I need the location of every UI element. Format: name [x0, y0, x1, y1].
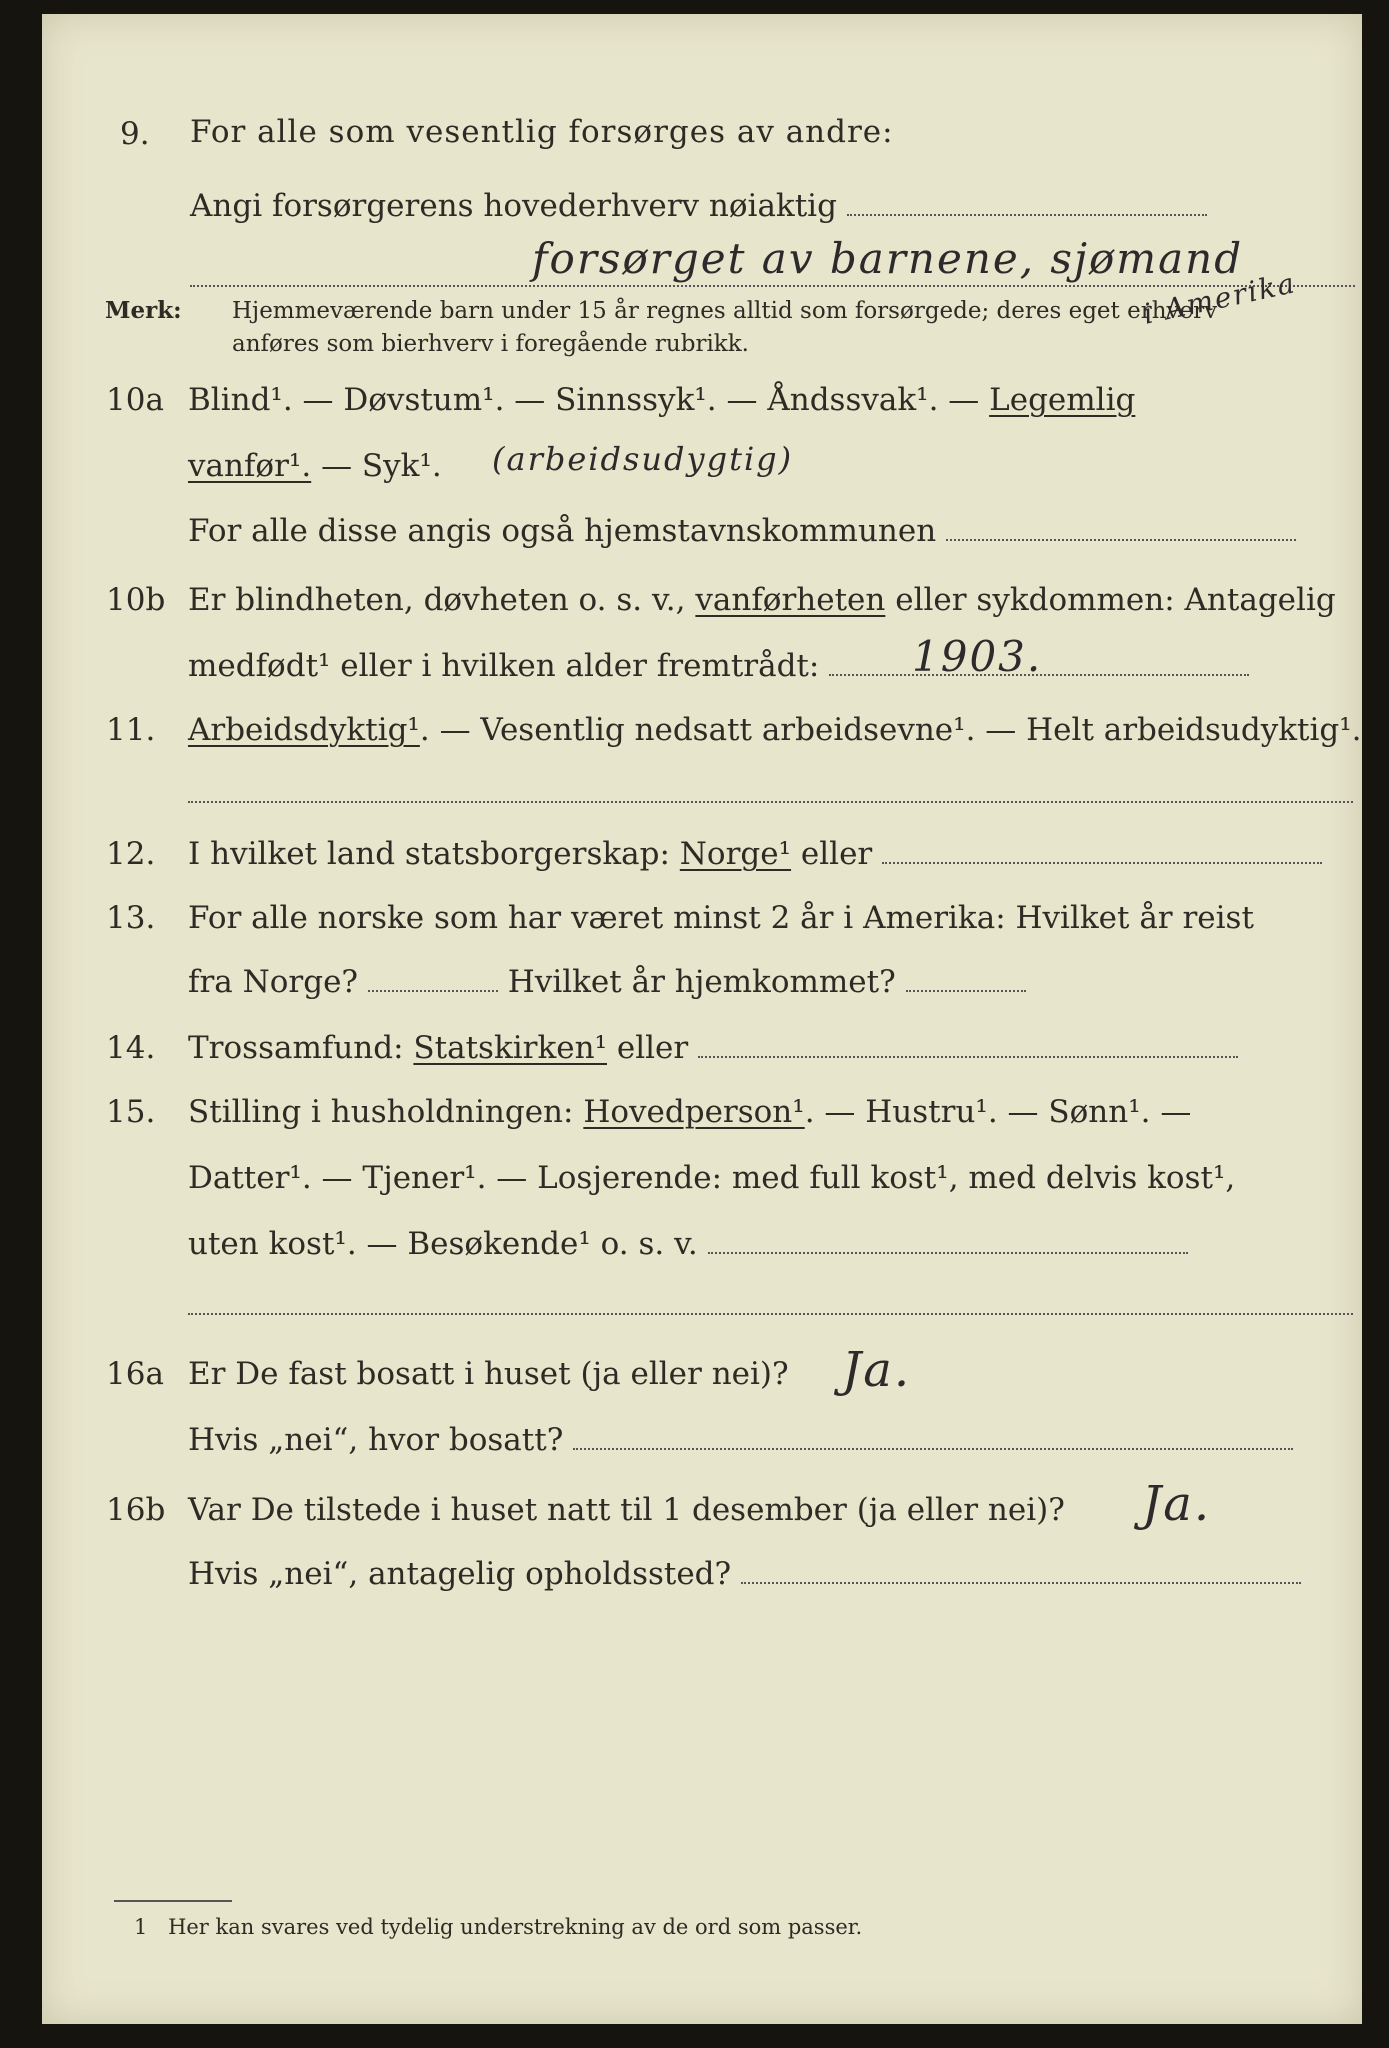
q14-number: 14. — [106, 1030, 156, 1066]
q10a-vanfor: vanfør¹. — [188, 448, 312, 484]
q11-line1 — [188, 710, 1362, 750]
q10a-line2-text: — Syk¹. — [321, 448, 442, 484]
q11-fill-line — [188, 800, 1353, 803]
q9-line2-text: Angi forsørgerens hovederhverv nøiaktig — [190, 188, 837, 224]
q16a-line2 — [188, 1420, 1293, 1460]
q10a-legemlig: Legemlig — [989, 382, 1136, 418]
footnote-text: Her kan svares ved tydelig understrekning av de ord som passer. — [168, 1915, 863, 1939]
q14-post: eller — [616, 1030, 689, 1066]
q13-number: 13. — [106, 900, 156, 936]
q15-line3-text: uten kost¹. — Besøkende¹ o. s. v. — [188, 1226, 698, 1262]
q10b-line1-pre: Er blindheten, døvheten o. s. v., — [188, 582, 686, 618]
q16b-line2-text: Hvis „nei“, antagelig opholdssted? — [188, 1556, 732, 1592]
q15-line1-pre: Stilling i husholdningen: — [188, 1094, 574, 1130]
q13-line1: For alle norske som har været minst 2 år i Amerika: Hvilket år reist — [188, 900, 1254, 936]
q10a-number: 10a — [106, 382, 164, 418]
q10b-line2 — [188, 646, 1249, 686]
q12-norge: Norge¹ — [679, 836, 792, 872]
q13-line2a: fra Norge? — [188, 964, 359, 1000]
q10b-handwritten-answer: 1903. — [912, 632, 1043, 681]
q15-line3 — [188, 1224, 1188, 1264]
q15-line1-post: . — Hustru¹. — Sønn¹. — — [804, 1094, 1192, 1130]
q11-line1-rest: . — Vesentlig nedsatt arbeidsevne¹. — Helt arbeidsudyktig¹. — [419, 712, 1362, 748]
q16a-fill-line — [573, 1447, 1293, 1450]
q13-line2b: Hvilket år hjemkommet? — [507, 964, 896, 1000]
q10a-line1 — [188, 380, 1135, 420]
q12-number: 12. — [106, 836, 156, 872]
q16b-line1: Var De tilstede i huset natt til 1 desember (ja eller nei)? — [188, 1492, 1065, 1528]
q14-statskirken: Statskirken¹ — [413, 1030, 607, 1066]
q9-number: 9. — [120, 116, 150, 152]
q9-line2 — [190, 186, 1207, 226]
q16b-number: 16b — [106, 1492, 166, 1528]
q15-number: 15. — [106, 1094, 156, 1130]
merk-label: Merk: — [105, 297, 182, 324]
q10b-line1 — [188, 580, 1336, 620]
q14-fill-line — [698, 1055, 1238, 1058]
q14-line — [188, 1028, 1238, 1068]
q15-line1 — [188, 1092, 1191, 1132]
q9-handwritten-answer: forsørget av barnene, sjømand — [532, 234, 1244, 283]
q9-line1: For alle som vesentlig forsørges av andre: — [190, 114, 894, 150]
q12-line — [188, 834, 1322, 874]
q9-handwritten-extra: i Amerika — [1140, 266, 1299, 331]
q16a-line2-text: Hvis „nei“, hvor bosatt? — [188, 1422, 564, 1458]
q16b-line2 — [188, 1554, 1301, 1594]
q10a-line3-text: For alle disse angis også hjemstavnskommunen — [188, 513, 937, 549]
q15-fill-line — [708, 1251, 1188, 1254]
q16b-handwritten-answer: Ja. — [1142, 1476, 1212, 1532]
q10a-line1-text: Blind¹. — Døvstum¹. — Sinnssyk¹. — Åndssvak¹. — — [188, 382, 980, 418]
footnote-mark: 1 — [134, 1915, 148, 1939]
q11-number: 11. — [106, 712, 156, 748]
q10a-line2 — [188, 446, 442, 486]
q10a-fill-line — [946, 538, 1296, 541]
q11-arbeidsdyktig: Arbeidsdyktig¹ — [188, 712, 420, 748]
q10a-line3 — [188, 511, 1296, 551]
q12-fill-line — [882, 861, 1322, 864]
q10a-handwritten-answer: (arbeidsudygtig) — [492, 440, 794, 478]
q15-line2: Datter¹. — Tjener¹. — Losjerende: med full kost¹, med delvis kost¹, — [188, 1160, 1236, 1196]
q16a-number: 16a — [106, 1356, 164, 1392]
merk-line2: anføres som bierhverv i foregående rubrikk. — [232, 331, 749, 357]
footnote — [134, 1912, 862, 1942]
q15-hovedperson: Hovedperson¹ — [583, 1094, 805, 1130]
merk-line1: Hjemmeværende barn under 15 år regnes alltid som forsørgede; deres eget erhverv — [232, 298, 1218, 324]
q10b-line1-post: eller sykdommen: Antagelig — [895, 582, 1336, 618]
q9-fill-line — [847, 213, 1207, 216]
q15-extra-line — [188, 1312, 1353, 1315]
q12-pre: I hvilket land statsborgerskap: — [188, 836, 670, 872]
census-form-page — [42, 14, 1362, 2024]
q16b-fill-line — [741, 1581, 1301, 1584]
q12-post: eller — [800, 836, 873, 872]
footnote-rule — [114, 1900, 232, 1902]
q9-answer-line — [190, 284, 1355, 287]
q10b-line2-text: medfødt¹ eller i hvilken alder fremtrådt: — [188, 648, 820, 684]
q10b-number: 10b — [106, 582, 166, 618]
q13-line2 — [188, 962, 1026, 1002]
q16a-handwritten-answer: Ja. — [842, 1342, 912, 1398]
q10b-vanforheten: vanførheten — [695, 582, 886, 618]
q13-fill-line-a — [368, 989, 498, 992]
q13-fill-line-b — [906, 989, 1026, 992]
q16a-line1: Er De fast bosatt i huset (ja eller nei)? — [188, 1356, 789, 1392]
q14-pre: Trossamfund: — [188, 1030, 404, 1066]
